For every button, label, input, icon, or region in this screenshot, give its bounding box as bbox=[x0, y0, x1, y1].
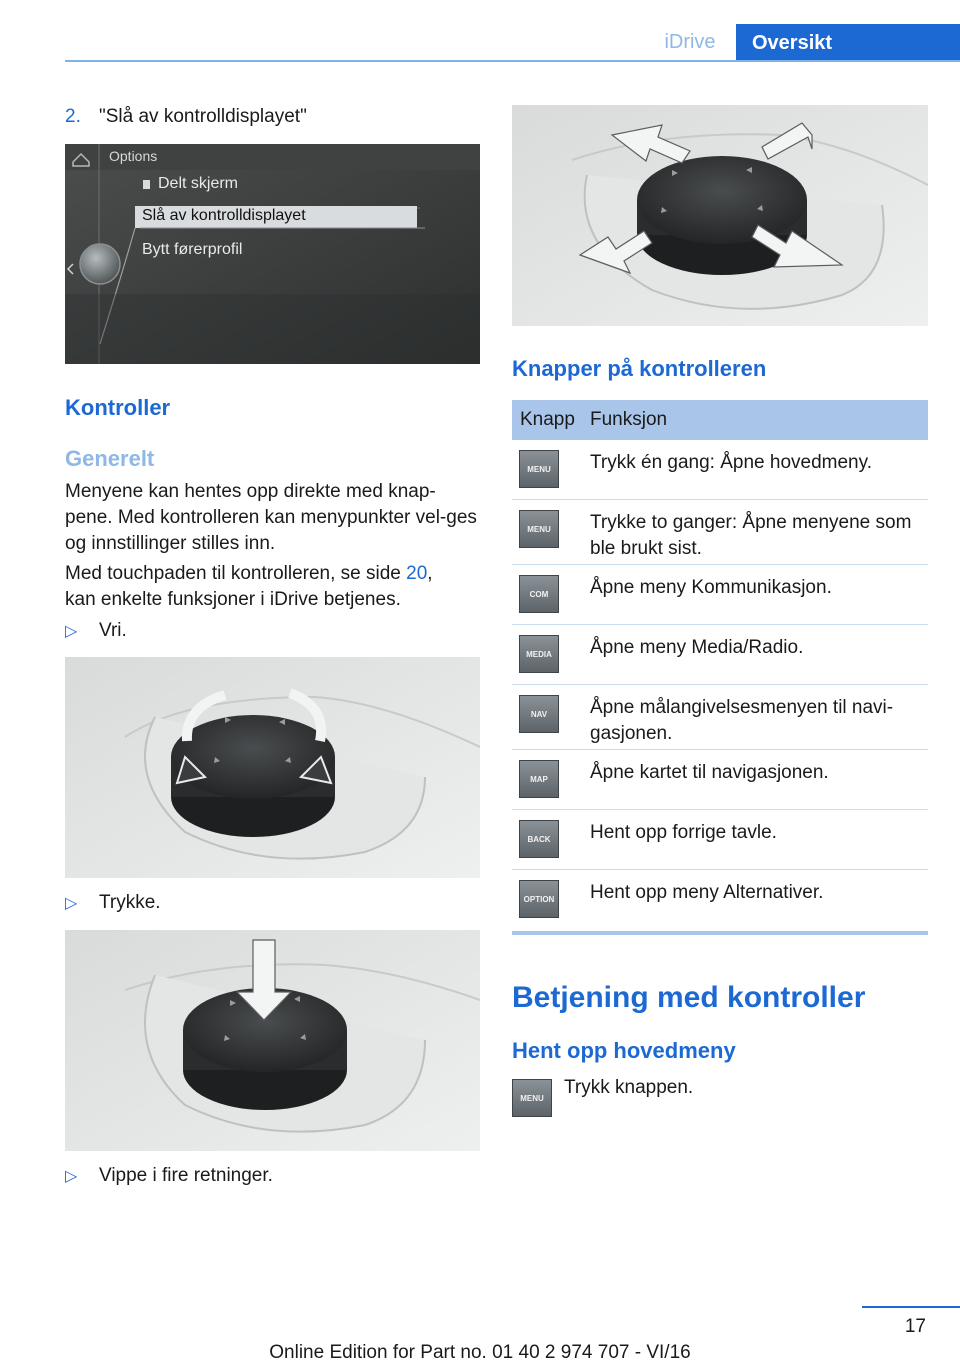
section-title-betjening: Betjening med kontroller bbox=[512, 981, 866, 1014]
bullet-item-vri bbox=[65, 618, 127, 645]
table-row bbox=[512, 625, 928, 685]
controller-tilt-image bbox=[512, 105, 928, 326]
sub-title-generelt: Generelt bbox=[65, 446, 155, 471]
table-row bbox=[512, 870, 928, 930]
table-cell-funksjon: Trykk én gang: Åpne hovedmeny. bbox=[590, 452, 872, 473]
controller-rotate-image bbox=[65, 657, 480, 878]
controller-press-image bbox=[65, 930, 480, 1151]
table-title: Knapper på kontrolleren bbox=[512, 356, 767, 381]
bullet-text: Vippe i fire retninger. bbox=[99, 1165, 273, 1186]
controller-tilt-graphic bbox=[512, 105, 928, 326]
idrive-screen-graphic bbox=[65, 144, 480, 364]
table-cell-funksjon: Åpne kartet til navigasjonen. bbox=[590, 762, 829, 783]
com-button-icon: COM bbox=[519, 575, 559, 613]
menu-item-sla-av-kontrolldisplayet[interactable]: Slå av kontrolldisplayet bbox=[142, 207, 306, 224]
table-bottom-rule bbox=[512, 931, 928, 935]
press-instruction: Trykk knappen. bbox=[564, 1077, 694, 1098]
menu-button-icon: MENU bbox=[519, 450, 559, 488]
menu-button-icon: MENU bbox=[519, 510, 559, 548]
table-header-row bbox=[512, 400, 928, 440]
table-row bbox=[512, 810, 928, 870]
table-row bbox=[512, 685, 928, 750]
map-button-icon: MAP bbox=[519, 760, 559, 798]
paragraph-touchpad-comma: , bbox=[427, 563, 433, 584]
menu-item-bytt-forerprofil[interactable]: Bytt førerprofil bbox=[142, 241, 243, 258]
triangle-bullet-icon: ▷ bbox=[65, 895, 78, 912]
menu-button-icon: MENU bbox=[512, 1079, 552, 1117]
step-item bbox=[65, 104, 307, 130]
table-cell-funksjon: Trykke to ganger: Åpne menyene som ble brukt sist. bbox=[590, 512, 912, 559]
header-tab-oversikt[interactable]: Oversikt bbox=[736, 24, 960, 62]
triangle-bullet-icon: ▷ bbox=[65, 1168, 78, 1185]
bullet-text: Trykke. bbox=[99, 892, 161, 913]
paragraph-generelt: Menyene kan hentes opp direkte med knap-pene. Med kontrolleren kan menypunkter vel-ges og innstillinger stilles inn. bbox=[65, 481, 477, 554]
table-row bbox=[512, 500, 928, 565]
table-cell-funksjon: Åpne meny Media/Radio. bbox=[590, 637, 804, 658]
page-number: 17 bbox=[904, 1316, 926, 1337]
options-label: Options bbox=[109, 148, 158, 164]
controller-rotate-graphic bbox=[65, 657, 480, 878]
header-tab-idrive[interactable]: iDrive bbox=[664, 31, 716, 53]
menu-item-delt-skjerm[interactable]: Delt skjerm bbox=[158, 175, 239, 192]
header-divider bbox=[65, 60, 960, 62]
triangle-bullet-icon: ▷ bbox=[65, 623, 78, 640]
table-header-knapp: Knapp bbox=[520, 409, 575, 430]
sub-title-hent-opp-hovedmeny: Hent opp hovedmeny bbox=[512, 1038, 736, 1063]
buttons-table bbox=[512, 400, 928, 930]
nav-button-icon: NAV bbox=[519, 695, 559, 733]
table-cell-funksjon: Åpne meny Kommunikasjon. bbox=[590, 577, 832, 598]
bullet-text: Vri. bbox=[99, 620, 127, 641]
paragraph-touchpad-line2: kan enkelte funksjoner i iDrive betjenes. bbox=[65, 589, 401, 610]
bullet-item-vippe bbox=[65, 1163, 273, 1190]
bullet-item-trykke bbox=[65, 890, 161, 917]
table-cell-funksjon: Åpne målangivelsesmenyen til navi-gasjonen. bbox=[590, 697, 894, 744]
idrive-screen-image bbox=[65, 144, 480, 364]
table-cell-funksjon: Hent opp forrige tavle. bbox=[590, 822, 777, 843]
step-text: "Slå av kontrolldisplayet" bbox=[99, 106, 307, 127]
controller-press-graphic bbox=[65, 930, 480, 1151]
step-number: 2. bbox=[65, 106, 81, 127]
table-header-funksjon: Funksjon bbox=[590, 409, 668, 430]
footer-edition: Online Edition for Part no. 01 40 2 974 707 - VI/16 bbox=[269, 1342, 691, 1362]
paragraph-touchpad bbox=[65, 561, 480, 613]
back-button-icon: BACK bbox=[519, 820, 559, 858]
option-button-icon: OPTION bbox=[519, 880, 559, 918]
table-row bbox=[512, 750, 928, 810]
page-link-20[interactable]: 20 bbox=[406, 563, 428, 584]
footer-divider bbox=[862, 1306, 960, 1308]
paragraph-touchpad-text: Med touchpaden til kontrolleren, se side bbox=[65, 563, 407, 584]
section-title-kontroller: Kontroller bbox=[65, 395, 171, 420]
table-row bbox=[512, 565, 928, 625]
table-row bbox=[512, 440, 928, 500]
media-button-icon: MEDIA bbox=[519, 635, 559, 673]
table-cell-funksjon: Hent opp meny Alternativer. bbox=[590, 882, 824, 903]
